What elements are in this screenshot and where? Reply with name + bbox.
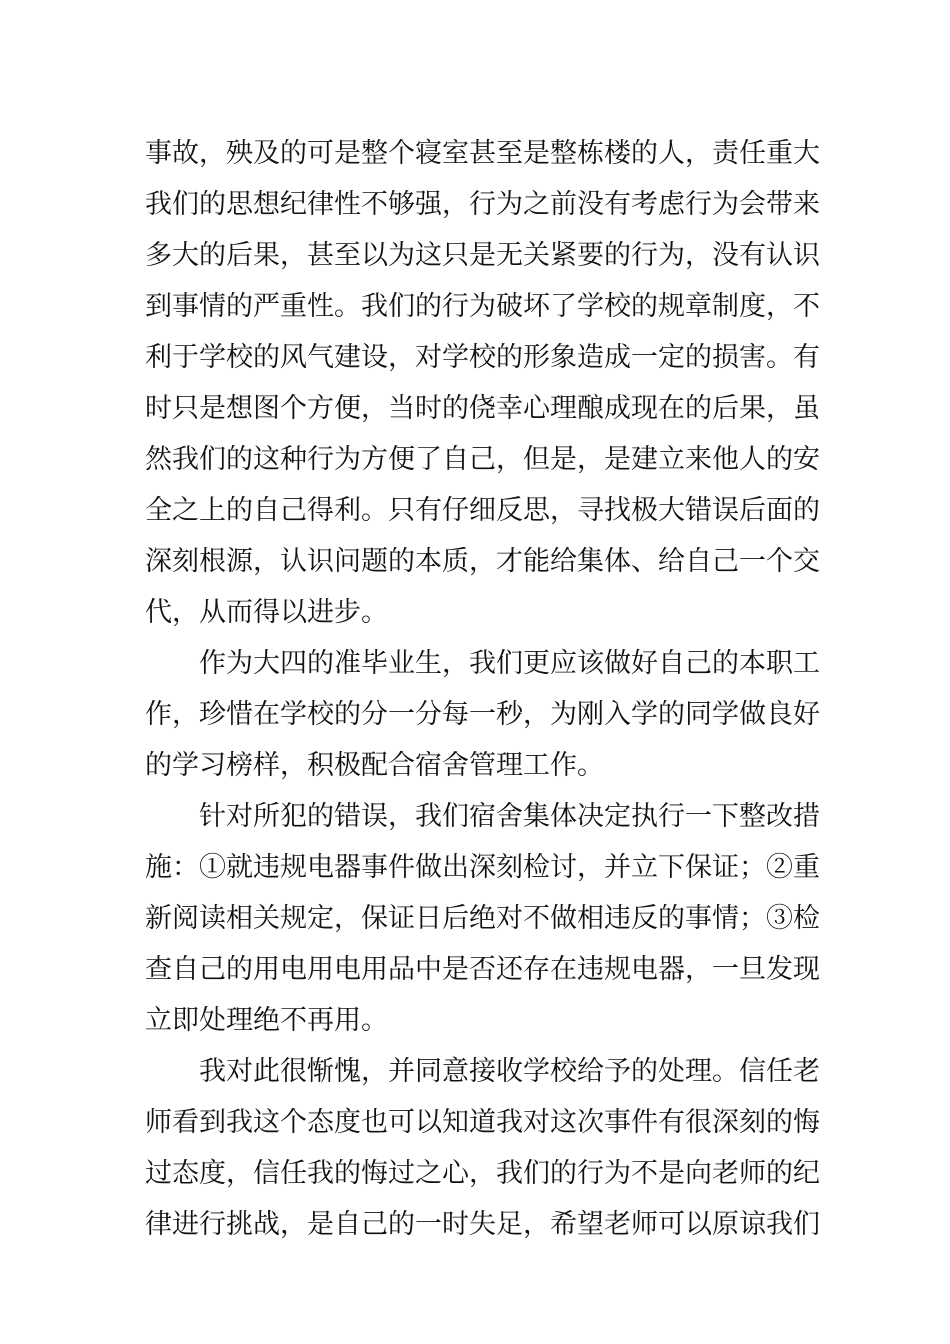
text-line: 深刻根源，认识问题的本质，才能给集体、给自己一个交 <box>145 546 820 577</box>
text-line: 事故，殃及的可是整个寝室甚至是整栋楼的人，责任重大 <box>145 138 820 169</box>
text-line: 的学习榜样，积极配合宿舍管理工作。 <box>145 750 604 781</box>
text-line: 立即处理绝不再用。 <box>145 1005 388 1036</box>
text-line: 利于学校的风气建设，对学校的形象造成一定的损害。有 <box>145 342 820 373</box>
text-line: 师看到我这个态度也可以知道我对这次事件有很深刻的悔 <box>145 1107 820 1138</box>
text-line: 到事情的严重性。我们的行为破坏了学校的规章制度，不 <box>145 291 820 322</box>
text-line: 然我们的这种行为方便了自己，但是，是建立来他人的安 <box>145 444 820 475</box>
text-line: 查自己的用电用电用品中是否还存在违规电器，一旦发现 <box>145 954 820 985</box>
paragraph-start-line: 作为大四的准毕业生，我们更应该做好自己的本职工 <box>199 648 820 679</box>
document-body <box>145 128 820 1250</box>
text-line: 律进行挑战，是自己的一时失足，希望老师可以原谅我们 <box>145 1209 820 1240</box>
text-line: 过态度，信任我的悔过之心，我们的行为不是向老师的纪 <box>145 1158 820 1189</box>
text-line: 作，珍惜在学校的分一分每一秒，为刚入学的同学做良好 <box>145 699 820 730</box>
text-line: 多大的后果，甚至以为这只是无关紧要的行为，没有认识 <box>145 240 820 271</box>
paragraph-start-line: 我对此很惭愧，并同意接收学校给予的处理。信任老 <box>199 1056 820 1087</box>
text-line: 施：①就违规电器事件做出深刻检讨，并立下保证；②重 <box>145 852 820 883</box>
paragraph-start-line: 针对所犯的错误，我们宿舍集体决定执行一下整改措 <box>199 801 820 832</box>
text-line: 时只是想图个方便，当时的侥幸心理酿成现在的后果，虽 <box>145 393 820 424</box>
text-line: 新阅读相关规定，保证日后绝对不做相违反的事情；③检 <box>145 903 820 934</box>
text-line: 代，从而得以进步。 <box>145 597 388 628</box>
text-line: 我们的思想纪律性不够强，行为之前没有考虑行为会带来 <box>145 189 820 220</box>
text-line: 全之上的自己得利。只有仔细反思，寻找极大错误后面的 <box>145 495 820 526</box>
